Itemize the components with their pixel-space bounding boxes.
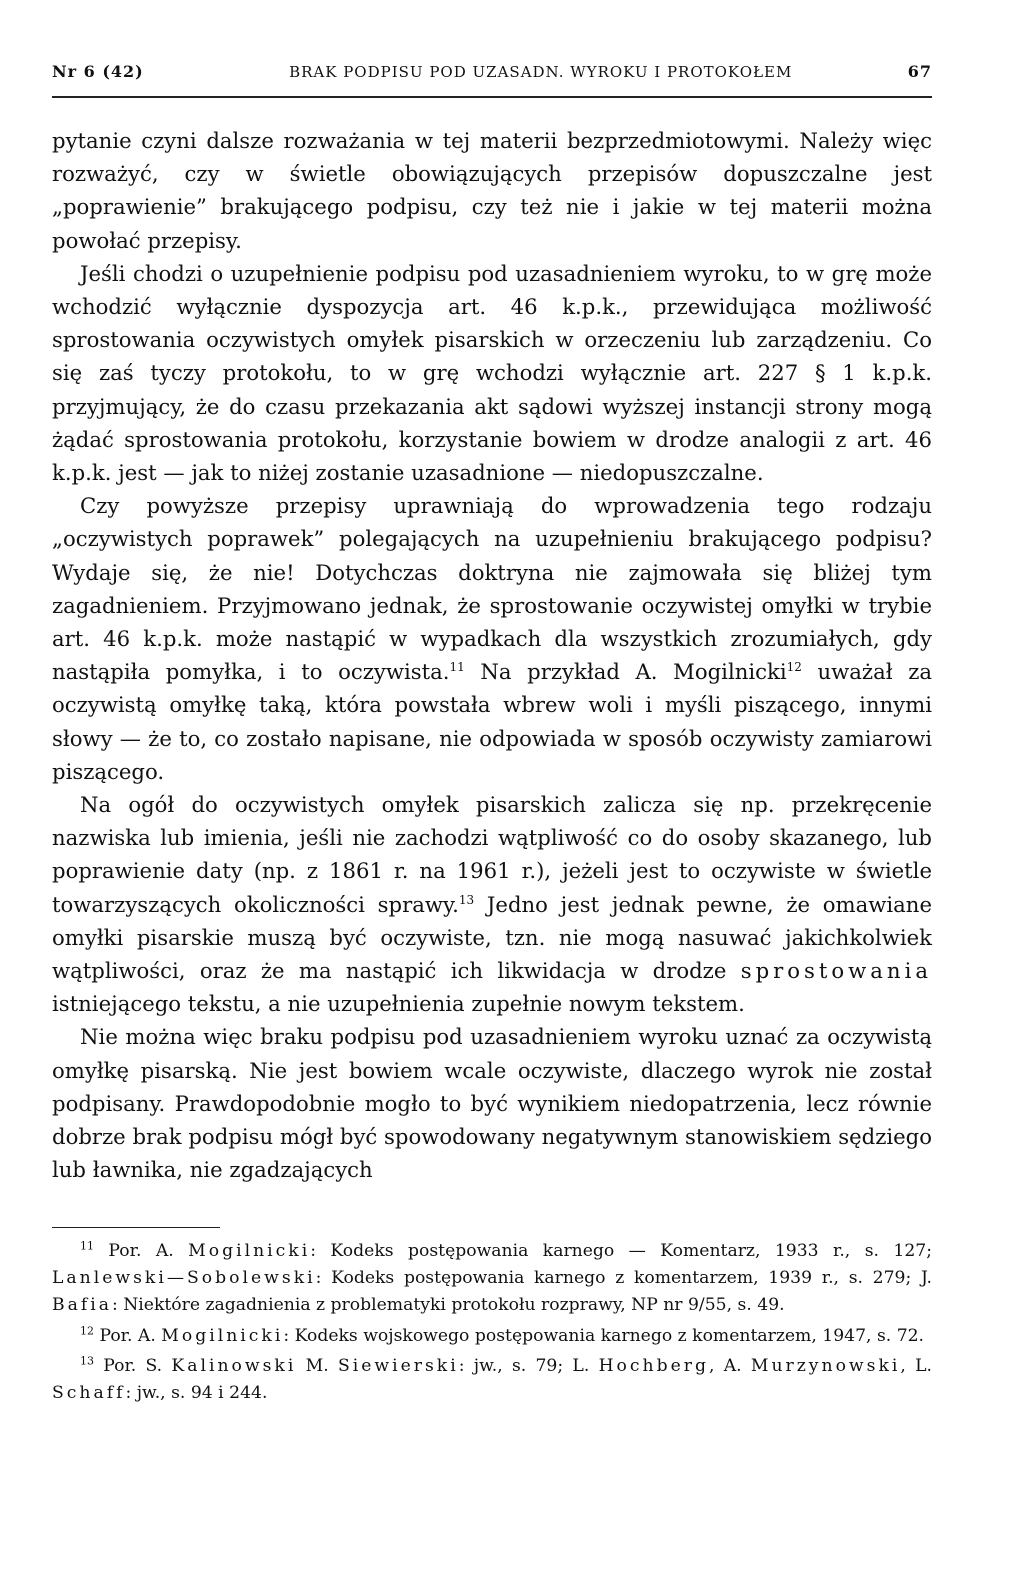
author-name: Mogilnicki (188, 1241, 311, 1261)
paragraph-4 (52, 788, 932, 1020)
paragraph-3-text-a: Czy powyższe przepisy uprawniają do wprowadzenia tego rodzaju „oczywistych poprawek” polegających na uzupełnieniu brakującego podpisu? Wydaje się, że nie! Dotychczas doktryna nie zajmowała się bliżej tym zagadnieniem. Przyjmowano jednak, że sprostowanie oczywistej omyłki w trybie art. 46 k.p.k. może nastąpić w wypadkach dla wszystkich zrozumiałych, gdy nastąpiła pomyłka, i to oczywista. (52, 493, 932, 685)
footnote-text: Por. S. (94, 1355, 172, 1376)
paragraph-1: pytanie czyni dalsze rozważania w tej materii bezprzedmiotowymi. Należy więc rozważyć, czy w świetle obowiązujących przepisów dopuszczalne jest „poprawienie” brakującego podpisu, czy też nie i jakie w tej materii można powołać przepisy. (52, 128, 932, 253)
paragraph-4-text-a: Na ogół do oczywistych omyłek pisarskich zalicza się np. przekręcenie nazwiska lub imienia, jeśli nie zachodzi wątpliwość co do osoby skazanego, lub poprawienie daty (np. z 1861 r. na 1961 r.), jeżeli jest to oczywiste w świetle towarzyszących okoliczności sprawy. (52, 792, 932, 917)
footnote-text: Por. A. (94, 1241, 189, 1261)
paragraph-2: Jeśli chodzi o uzupełnienie podpisu pod uzasadnieniem wyroku, to w grę może wchodzić wyłącznie dyspozycja art. 46 k.p.k., przewidująca możliwość sprostowania oczywistych omyłek pisarskich w orzeczeniu lub zarządzeniu. Co się zaś tyczy protokołu, to w grę wchodzi wyłącznie art. 227 § 1 k.p.k. przyjmujący, że do czasu przekazania akt sądowi wyższej instancji strony mogą żądać sprostowania protokołu, korzystanie bowiem w drodze analogii z art. 46 k.p.k. jest — jak to niżej zostanie uzasadnione — niedopuszczalne. (52, 260, 932, 486)
header-rule (52, 96, 932, 98)
paragraph-4-text-b: Jedno jest jednak pewne, że omawiane omyłki pisarskie muszą być oczywiste, tzn. nie mogą nasuwać jakichkolwiek wątpliwości, oraz że ma nastąpić ich likwidacja w drodze (52, 891, 932, 984)
running-header (52, 62, 932, 90)
footnote-text: : jw., s. 79; L. (458, 1355, 599, 1376)
footnote-text: M. (296, 1355, 338, 1376)
author-name: Siewierski (337, 1355, 459, 1376)
footnote-mark: 12 (80, 1323, 94, 1337)
footnote-text: , L. (900, 1355, 932, 1376)
author-name: Kalinowski (171, 1355, 297, 1376)
spaced-word: sprostowania (740, 958, 932, 984)
footnote-11 (52, 1238, 932, 1320)
footnote-13 (52, 1353, 932, 1407)
footnote-text: , A. (709, 1355, 751, 1376)
footnote-ref-12: 12 (786, 660, 802, 675)
footnotes (52, 1238, 932, 1410)
author-name: Schaff (52, 1383, 126, 1404)
issue-number: Nr 6 (42) (52, 62, 144, 81)
paragraph-3-text-b: Na przykład A. Mogilnicki (464, 659, 787, 685)
footnote-text: : Kodeks wojskowego postępowania karnego z komentarzem, 1947, s. 72. (283, 1325, 925, 1346)
footnote-ref-13: 13 (458, 892, 475, 907)
author-name: Murzynowski (750, 1355, 901, 1376)
footnote-text: : jw., s. 94 i 244. (125, 1383, 268, 1404)
footnote-text: : Kodeks postępowania karnego — Komentarz, 1933 r., s. 127; (310, 1241, 932, 1261)
footnote-mark: 11 (80, 1239, 94, 1253)
paragraph-3-text-c: uważał za oczywistą omyłkę taką, która powstała wbrew woli i myśli piszącego, innymi słowy — że to, co zostało napisane, nie odpowiada w sposób oczywisty zamiarowi piszącego. (52, 659, 932, 784)
author-name: Lanlewski—Sobolewski (52, 1268, 316, 1289)
footnote-mark: 13 (80, 1354, 94, 1368)
footnote-rule (52, 1227, 220, 1228)
footnote-text: : Niektóre zagadnienia z problematyki protokołu rozprawy, NP nr 9/55, s. 49. (111, 1295, 785, 1316)
page-number: 67 (907, 62, 932, 81)
paragraph-4-text-d: istniejącego tekstu, a nie uzupełnienia zupełnie nowym tekstem. (52, 991, 745, 1017)
paragraph-5: Nie można więc braku podpisu pod uzasadnieniem wyroku uznać za oczywistą omyłkę pisarską. Nie jest bowiem wcale oczywiste, dlaczego wyrok nie został podpisany. Prawdopodobnie mogło to być wynikiem niedopatrzenia, lecz równie dobrze brak podpisu mógł być spowodowany negatywnym stanowiskiem sędziego lub ławnika, nie zgadzających (52, 1024, 932, 1183)
author-name: Hochberg (598, 1355, 709, 1376)
footnote-12 (52, 1323, 932, 1350)
footnote-text: Por. A. (94, 1325, 162, 1346)
paragraph-3 (52, 489, 932, 788)
running-title: BRAK PODPISU POD UZASADN. WYROKU I PROTOKOŁEM (289, 63, 793, 81)
main-text (52, 124, 932, 1187)
footnote-ref-11: 11 (449, 660, 465, 675)
author-name: Bafia (52, 1295, 112, 1316)
document-page (52, 0, 932, 1572)
footnote-text: : Kodeks postępowania karnego z komentarzem, 1939 r., s. 279; J. (315, 1268, 932, 1289)
author-name: Mogilnicki (161, 1325, 284, 1346)
